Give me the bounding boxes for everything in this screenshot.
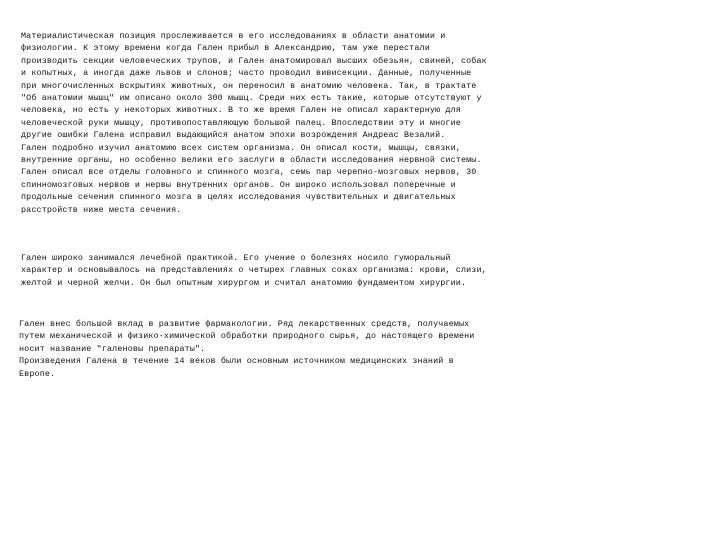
paragraph-nervous-system: Гален подробно изучил анатомию всех систем организма. Он описал кости, мышцы, связки, внутренние органы, но особенно велики его заслуги в области исследования нервной системы. Гален описал все отделы головного и спинного мозга, семь пар черепно-мозговых нервов, 30 спинномозговых нервов и нервы внутренних органов. Он широко использовал поперечные и продольные сечения спинного мозга в целях исследования чувствительных и двигательных расстройств ниже места сечения. <box>21 142 482 215</box>
paragraph-materialist-position: Материалистическая позиция прослеживается в его исследованиях в области анатомии и физиологии. К этому времени когда Гален прибыл в Александрию, там уже перестали производить секции человеческих трупов, и Гален анатомировал высших обезьян, свиней, собак и копытных, а иногда даже львов и слонов; часто проводил вивисекции. Данные, полученные при многочисленных вскрытиях животных, он переносил в анатомию человека. Так, в трактате "Об анатомии мышц" им описано около 300 мышц. Среди них есть такие, которые отсутствуют у человека, но есть у некоторых животных. В то же время Гален не описал характерную для человеческой руки мышцу, противопоставляющую большой палец. Впоследствии эту и многие другие ошибки Галена исправил выдающийся анатом эпохи возрождения Андреас Везалий. <box>21 31 487 141</box>
paragraph-medical-practice: Гален широко занимался лечебной практикой. Его учение о болезнях носило гуморальный характер и основывалось на представлениях о четырех главных соках организма: крови, слизи, желтой и черной желчи. Он был опытным хирургом и считал анатомию фундаментом хирургии. <box>21 253 487 288</box>
text-block-pharmacology <box>19 318 489 380</box>
paragraph-pharmacology: Гален внес большой вклад в развитие фармакологии. Ряд лекарственных средств, получаемых путем механической и физико-химической обработки природного сырья, до настоящего времени носит название "галеновы препараты". <box>19 319 475 354</box>
text-block-anatomy <box>21 30 491 216</box>
text-block-practice <box>21 252 487 289</box>
paragraph-legacy: Произведения Галена в течение 14 веков были основным источником медицинских знаний в Европе. <box>19 356 454 379</box>
